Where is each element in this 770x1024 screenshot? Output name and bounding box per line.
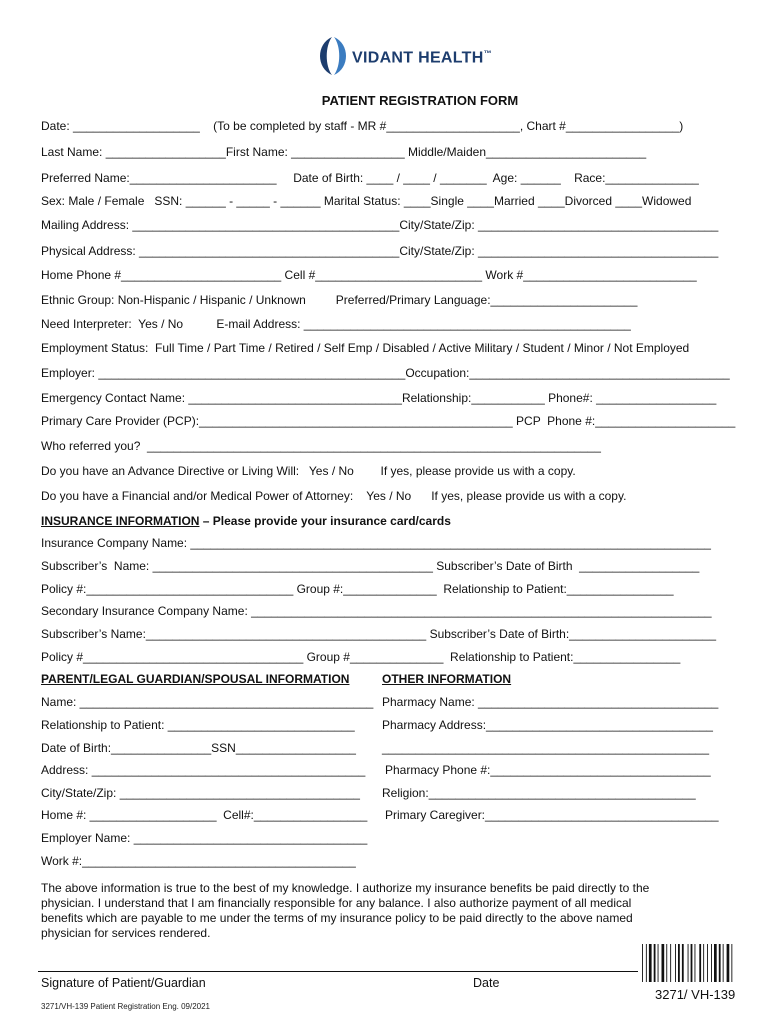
barcode-bar [675,944,676,982]
barcode-bar [691,944,693,982]
barcode-bar [695,944,696,982]
barcode-bar [666,944,667,982]
guardian-address-field[interactable]: Address: _________________________________________ [41,763,366,777]
field-physical-address[interactable]: Physical Address: _______________________________________City/State/Zip: ____________________________________ [41,244,719,258]
field-interpreter-email[interactable]: Need Interpreter: Yes / No E-mail Address: _________________________________________________ [41,317,631,331]
guardian-relationship-field[interactable]: Relationship to Patient: ____________________________ [41,718,355,732]
form-title: PATIENT REGISTRATION FORM [321,93,519,108]
religion-field[interactable]: Religion:________________________________________ [382,786,696,800]
form-footer: 3271/VH-139 Patient Registration Eng. 09/2021 [41,1002,211,1011]
barcode-bar [727,944,730,982]
consent-statement: The above information is true to the best of my knowledge. I authorize my insurance benefits be paid directly to the physician. I understand that I am financially responsible for any balance. I also authorize payment of all medical benefits which are payable to me under the terms of my insurance policy to be paid directly to the above named physician for services rendered. [41,881,650,940]
barcode-text: 3271/ VH-139 [655,987,736,1002]
logo-mark-dark [320,37,332,75]
field-date-mr-chart[interactable]: Date: ___________________ (To be completed by staff - MR #____________________, Chart #_________________) [41,119,684,133]
pharmacy-address-field[interactable]: Pharmacy Address:__________________________________ [382,718,713,732]
field-advance-directive[interactable]: Do you have an Advance Directive or Living Will: Yes / No If yes, please provide us with a copy. [41,464,576,478]
barcode-bar [654,944,656,982]
barcode-bar [678,944,680,982]
barcode [640,944,736,984]
signature-line[interactable] [38,971,638,972]
pharmacy-address-line2[interactable]: _________________________________________________ [382,741,710,755]
field-preferred-dob-age-race[interactable]: Preferred Name:______________________ Date of Birth: ____ / ____ / _______ Age: ______ Race:______________ [41,171,699,185]
field-emergency-contact[interactable]: Emergency Contact Name: ________________________________Relationship:___________ Phone#: __________________ [41,391,717,405]
signature-label: Signature of Patient/Guardian [41,976,206,990]
other-heading: OTHER INFORMATION [382,672,512,686]
insurance-heading: INSURANCE INFORMATION – Please provide your insurance card/cards [41,514,451,528]
field-phones[interactable]: Home Phone #________________________ Cell #_________________________ Work #__________________________ [41,268,697,282]
field-power-of-attorney[interactable]: Do you have a Financial and/or Medical Power of Attorney: Yes / No If yes, please provide us with a copy. [41,489,627,503]
guardian-city-field[interactable]: City/State/Zip: ____________________________________ [41,786,360,800]
barcode-bar [646,944,647,982]
pharmacy-phone-field[interactable]: Pharmacy Phone #:_________________________________ [385,763,711,777]
subscriber-field[interactable]: Subscriber’s Name: __________________________________________ Subscriber’s Date of Birth __________________ [41,559,700,573]
field-ethnic-language[interactable]: Ethnic Group: Non-Hispanic / Hispanic / Unknown Preferred/Primary Language:______________________ [41,293,638,307]
barcode-bar [670,944,671,982]
barcode-bar [649,944,652,982]
barcode-bar [719,944,721,982]
barcode-bar [723,944,724,982]
pharmacy-name-field[interactable]: Pharmacy Name: ____________________________________ [382,695,719,709]
field-referred-by[interactable]: Who referred you? ____________________________________________________________________ [41,439,601,453]
guardian-employer-field[interactable]: Employer Name: ___________________________________ [41,831,368,845]
brand-name: VIDANT HEALTH™ [352,49,492,67]
barcode-bar [658,944,659,982]
secondary-subscriber-field[interactable]: Subscriber’s Name:__________________________________________ Subscriber’s Date of Birth:______________________ [41,627,717,641]
guardian-work-field[interactable]: Work #:_________________________________________ [41,854,356,868]
barcode-bar [642,944,643,982]
guardian-name-field[interactable]: Name: ____________________________________________ [41,695,374,709]
field-sex-ssn-marital[interactable]: Sex: Male / Female SSN: ______ - _____ - ______ Marital Status: ____Single ____Married ____Divorced ____Widowed [41,194,692,208]
field-employer-occupation[interactable]: Employer: ______________________________________________Occupation:_______________________________________ [41,366,730,380]
secondary-policy-field[interactable]: Policy #_________________________________ Group #______________ Relationship to Patient:________________ [41,650,681,664]
guardian-phones-field[interactable]: Home #: ___________________ Cell#:_________________ [41,808,368,822]
field-names[interactable]: Last Name: __________________First Name: _________________ Middle/Maiden________________________ [41,145,647,159]
barcode-bar [703,944,704,982]
date-label: Date [473,976,500,990]
barcode-bar [699,944,701,982]
barcode-bar [731,944,732,982]
insurance-company-field[interactable]: Insurance Company Name: ______________________________________________________________________________ [41,536,711,550]
secondary-insurance-field[interactable]: Secondary Insurance Company Name: _____________________________________________________________________ [41,604,712,618]
guardian-heading: PARENT/LEGAL GUARDIAN/SPOUSAL INFORMATION [41,672,350,686]
barcode-bar [711,944,712,982]
barcode-bar [707,944,708,982]
barcode-bar [714,944,717,982]
field-mailing-address[interactable]: Mailing Address: ________________________________________City/State/Zip: ____________________________________ [41,218,719,232]
field-employment-status[interactable]: Employment Status: Full Time / Part Time / Retired / Self Emp / Disabled / Active Military / Student / Minor / Not Employed [41,341,690,355]
policy-field[interactable]: Policy #:_______________________________ Group #:______________ Relationship to Patient:________________ [41,582,674,596]
barcode-bar [662,944,665,982]
barcode-bar [688,944,689,982]
guardian-dob-ssn-field[interactable]: Date of Birth:_______________SSN__________________ [41,741,356,755]
barcode-bar [682,944,684,982]
logo-mark-light [334,37,346,75]
field-pcp[interactable]: Primary Care Provider (PCP):_______________________________________________ PCP Phone #:_____________________ [41,414,736,428]
primary-caregiver-field[interactable]: Primary Caregiver:___________________________________ [385,808,719,822]
